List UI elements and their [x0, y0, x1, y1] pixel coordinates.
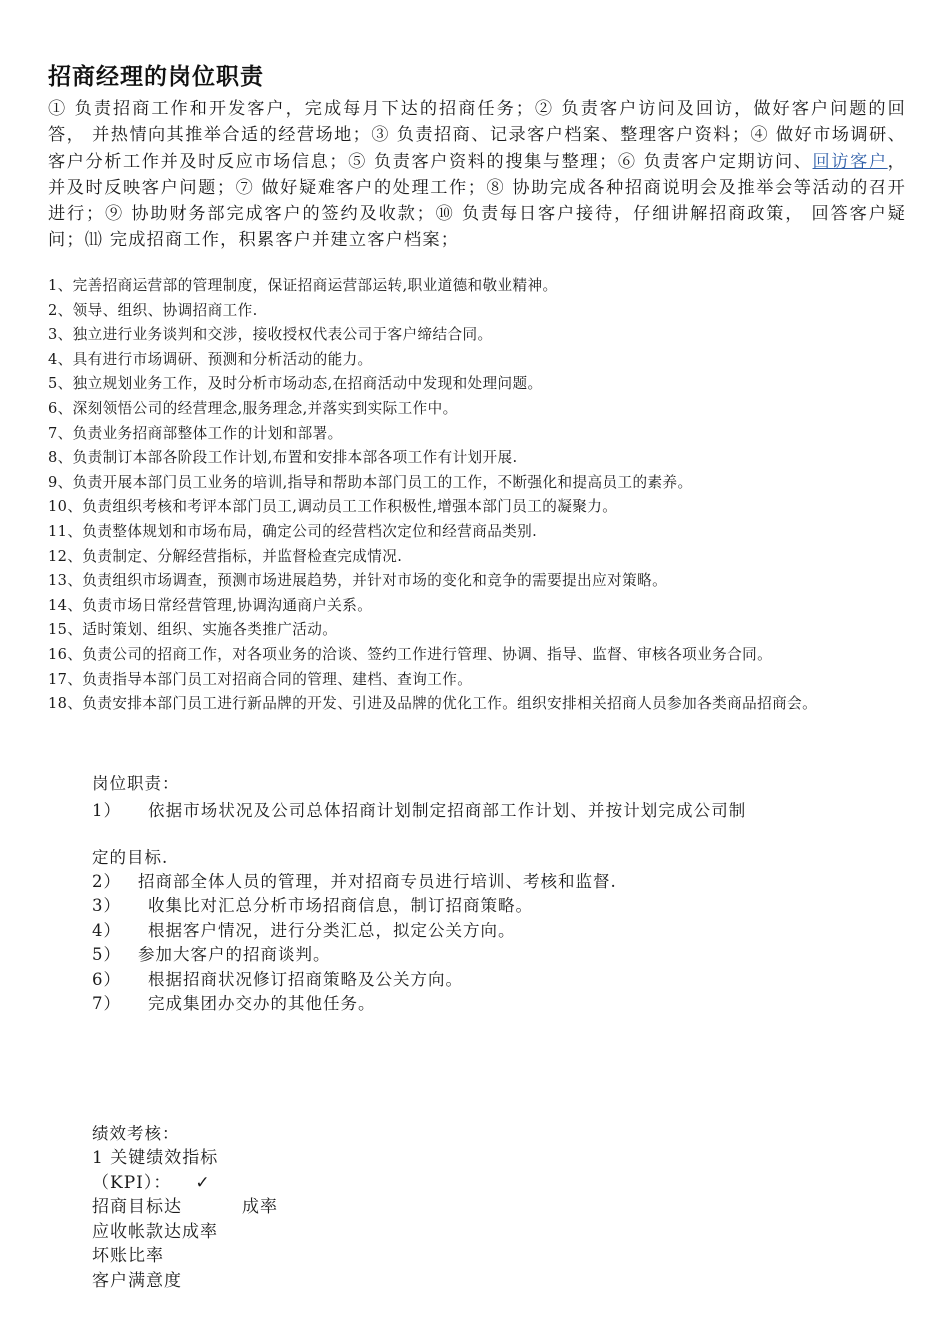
- list-item: 10、负责组织考核和考评本部门员工,调动员工工作积极性,增强本部门员工的凝聚力。: [48, 498, 618, 516]
- intro-text-before-link: ① 负责招商工作和开发客户，完成每月下达的招商任务；② 负责客户访问及回访，做好客户问题的回答， 并热情向其推举合适的经营场地；③ 负责招商、记录客户档案、整理客户资料；④ 做好市场调研、客户分析工作并及时反应市场信息；⑤ 负责客户资料的搜集与整理；⑥ 负责客户定期访问、: [48, 99, 906, 172]
- item-text: 收集比对汇总分析市场招商信息，制订招商策略。: [148, 896, 533, 916]
- list-item: 8、负责制订本部各阶段工作计划,布置和安排本部各项工作有计划开展.: [48, 449, 518, 467]
- item-text: 参加大客户的招商谈判。: [138, 945, 331, 965]
- list-item: 15、适时策划、组织、实施各类推广活动。: [48, 621, 338, 639]
- list-item: 6、深刻领悟公司的经营理念,服务理念,并落实到实际工作中。: [48, 399, 458, 417]
- list-item: 2、领导、组织、协调招商工作.: [48, 301, 258, 319]
- duty-list: [48, 274, 898, 717]
- list-item: 13、负责组织市场调查，预测市场进展趋势，并针对市场的变化和竞争的需要提出应对策略。: [48, 572, 668, 590]
- item-number: 7）: [92, 994, 121, 1014]
- list-item: 5、独立规划业务工作，及时分析市场动态,在招商活动中发现和处理问题。: [48, 375, 543, 393]
- list-item: 坏账比率: [92, 1246, 164, 1266]
- list-item: 1、完善招商运营部的管理制度，保证招商运营部运转,职业道德和敬业精神。: [48, 277, 558, 294]
- item-number: 4）: [92, 920, 121, 940]
- page-title: 招商经理的岗位职责: [48, 64, 264, 90]
- item-text: 依据市场状况及公司总体招商计划制定招商部工作计划、并按计划完成公司制: [148, 801, 747, 820]
- list-item: 3、独立进行业务谈判和交涉，接收授权代表公司于客户缔结合同。: [48, 326, 493, 344]
- check-icon: ✓: [195, 1172, 211, 1193]
- list-item: [92, 992, 617, 1016]
- list-item: 12、负责制定、分解经营指标，并监督检查完成情况.: [48, 547, 403, 565]
- responsibilities-heading: 岗位职责：: [92, 774, 180, 793]
- kpi-list: [92, 1146, 278, 1293]
- item-number: 6）: [92, 969, 121, 989]
- item-text: 完成集团办交办的其他任务。: [148, 994, 376, 1014]
- list-item: [92, 894, 617, 918]
- list-item: 4、具有进行市场调研、预测和分析活动的能力。: [48, 350, 373, 368]
- list-item: 9、负责开展本部门员工业务的培训,指导和帮助本部门员工的工作，不断强化和提高员工的素养。: [48, 473, 693, 491]
- item-number: 3）: [92, 896, 121, 916]
- kpi-title: 1 关键绩效指标: [92, 1148, 219, 1168]
- intro-text-after-link: ， 并及时反映客户问题；⑦ 做好疑难客户的处理工作；⑧ 协助完成各种招商说明会及推举会等活动的召开进行；⑨ 协助财务部完成客户的签约及收款；⑩ 负责每日客户接待，仔细讲解招商政策， 回答客户疑问；⑾ 完成招商工作，积累客户并建立客户档案；: [48, 151, 906, 251]
- responsibility-item-1-continuation: 定的目标.: [92, 848, 169, 867]
- list-item: 18、负责安排本部门员工进行新品牌的开发、引进及品牌的优化工作。组织安排相关招商人员参加各类商品招商会。: [48, 695, 818, 713]
- kpi-abbr: （KPI）：: [92, 1172, 172, 1193]
- item-text: 招商部全体人员的管理，并对招商专员进行培训、考核和监督.: [138, 872, 617, 891]
- intro-paragraph: [48, 96, 906, 254]
- list-item: 客户满意度: [92, 1270, 182, 1291]
- list-item: 16、负责公司的招商工作，对各项业务的洽谈、签约工作进行管理、协调、指导、监督、审核各项业务合同。: [48, 645, 773, 663]
- list-item: 11、负责整体规划和市场布局，确定公司的经营档次定位和经营商品类别.: [48, 522, 538, 540]
- list-item: [92, 919, 617, 943]
- list-item: [92, 943, 617, 967]
- kpi-item-part2: 成率: [242, 1197, 278, 1217]
- revisit-customer-link[interactable]: 回访客户: [812, 151, 888, 172]
- item-number: 1）: [92, 801, 122, 820]
- list-item: 应收帐款达成率: [92, 1221, 218, 1242]
- kpi-abbr-line: [92, 1171, 278, 1196]
- list-item: [92, 968, 617, 992]
- kpi-item-part1: 招商目标达: [92, 1197, 182, 1217]
- responsibility-item-1: [48, 796, 908, 826]
- list-item: [92, 870, 617, 894]
- item-text: 根据客户情况，进行分类汇总，拟定公关方向。: [148, 920, 516, 940]
- responsibility-list: [92, 870, 617, 1016]
- list-item: 7、负责业务招商部整体工作的计划和部署。: [48, 424, 343, 442]
- list-item: 14、负责市场日常经营管理,协调沟通商户关系。: [48, 596, 373, 614]
- item-number: 5）: [92, 945, 121, 965]
- item-text: 根据招商状况修订招商策略及公关方向。: [148, 969, 463, 989]
- list-item: [92, 1195, 278, 1220]
- list-item: 17、负责指导本部门员工对招商合同的管理、建档、查询工作。: [48, 670, 473, 688]
- performance-heading: 绩效考核：: [92, 1124, 180, 1143]
- item-number: 2）: [92, 872, 121, 891]
